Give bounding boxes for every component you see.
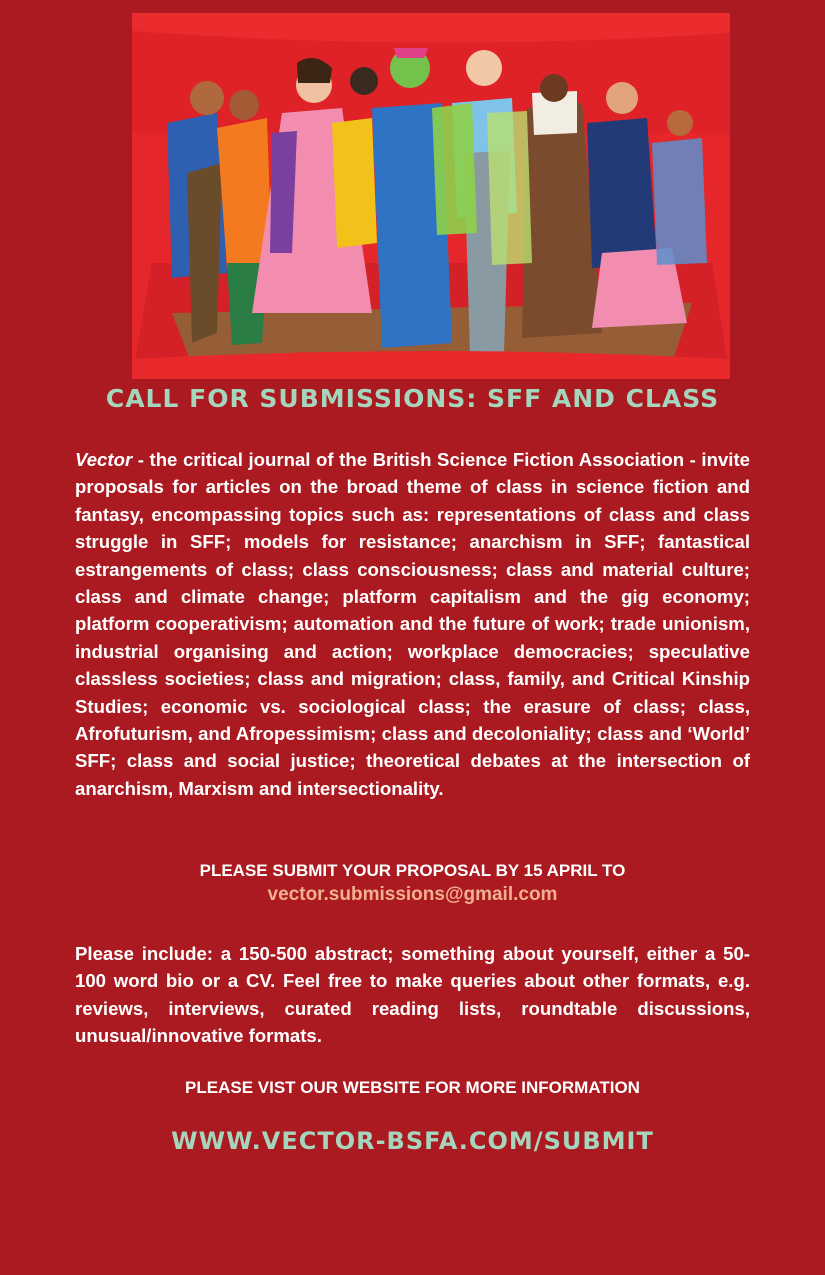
include-paragraph: Please include: a 150-500 abstract; something about yourself, either a 50-100 word bio or a CV. Feel free to make queries about other formats, e.g. reviews, interviews, curated reading lists, roundtable discussions, unusual/innovative formats. — [75, 943, 750, 1047]
hero-illustration — [132, 13, 730, 379]
submission-email-link[interactable]: vector.submissions@gmail.com — [267, 884, 558, 905]
page-title: CALL FOR SUBMISSIONS: SFF AND CLASS — [105, 384, 720, 413]
intro-text: - the critical journal of the British Science Fiction Association - invite proposals for articles on the broad theme of class in science fiction and fantasy, encompassing topics such as: representations of class and class struggle in SFF; models for resistance; anarchism in SFF; fantastical estrangements of class; class consciousness; class and material culture; class and climate change; platform capitalism and the gig economy; platform cooperativism; automation and the future of work; trade unionism, industrial organising and action; workplace democracies; speculative classless societies; class and migration; class, family, and Critical Kinship Studies; economic vs. sociological class; the erasure of class; class, Afrofuturism, and Afropessimism; class and decoloniality; class and ‘World’ SFF; class and social justice; theoretical debates at the intersection of anarchism, Marxism and intersectionality. — [75, 449, 750, 799]
workers-crowd-image — [132, 13, 730, 379]
intro-paragraph — [75, 446, 750, 802]
deadline-notice: PLEASE SUBMIT YOUR PROPOSAL BY 15 APRIL TO — [199, 861, 626, 880]
website-link[interactable]: WWW.VECTOR-BSFA.COM/SUBMIT — [171, 1127, 654, 1155]
journal-name: Vector — [75, 449, 133, 470]
visit-website-notice: PLEASE VIST OUR WEBSITE FOR MORE INFORMATION — [185, 1078, 640, 1097]
